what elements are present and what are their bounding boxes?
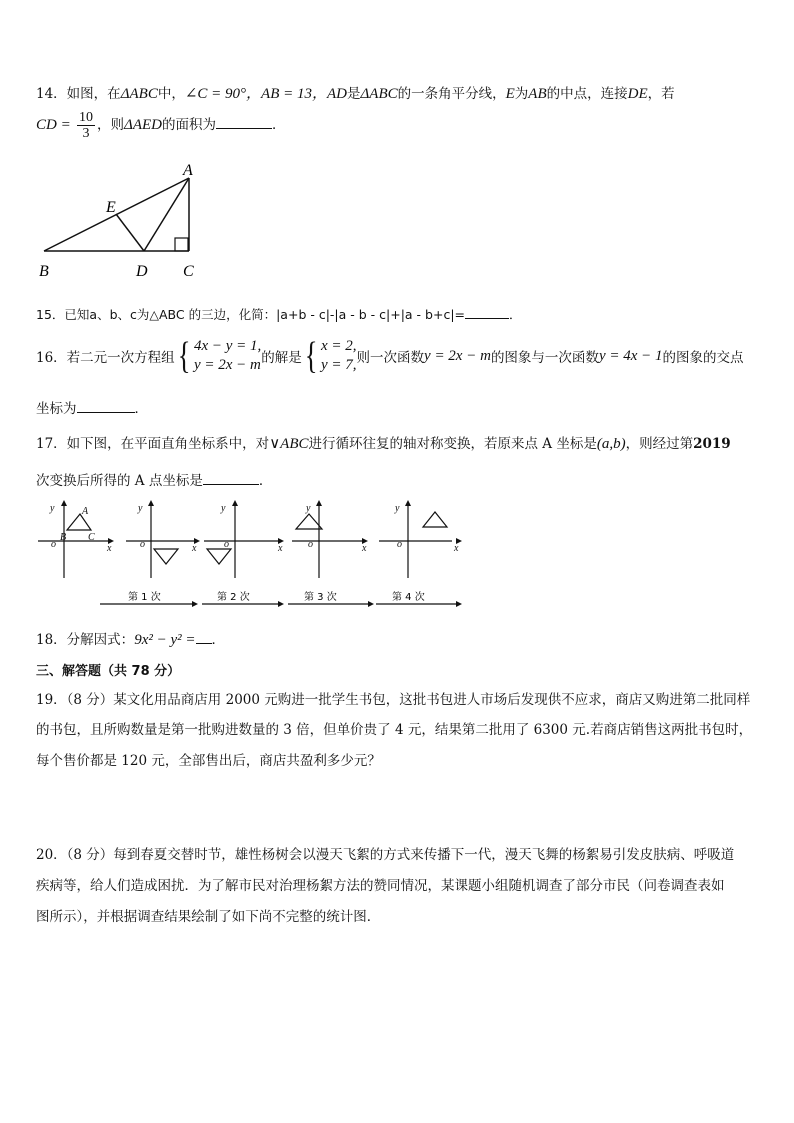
svg-text:C: C [88,532,95,543]
q16-text: 16．若二元一次方程组 [36,350,175,366]
q16-end: ． [134,401,148,417]
q17-text: 17．如下图，在平面直角坐标系中，对 [36,436,270,452]
q18-text: 18．分解因式： [36,632,135,648]
arrowhead-icon [456,601,462,607]
solution-system [302,337,357,375]
svg-text:y: y [306,503,311,514]
q16-line2 [36,397,148,417]
q17-text: 次变换后所得的 A 点坐标是 [36,473,203,489]
svg-text:x: x [362,543,367,554]
math-ad: AD [326,86,347,102]
q17-text: ，则经过第 [625,436,694,452]
y-arrow-icon [61,500,67,506]
q14-line1 [36,82,675,103]
arrowhead-icon [368,601,374,607]
answer-blank[interactable] [465,304,509,319]
math-triangle-aed: ΔAED [124,117,162,133]
svg-text:o: o [140,539,145,550]
q16-text: 的图象与一次函数 [490,350,599,366]
q14-text: ，则 [97,117,125,133]
label-d: D [136,263,148,280]
svg-text:x: x [107,543,112,554]
q14-text: ，若 [647,86,675,102]
answer-blank[interactable] [203,470,259,485]
q14-text: 中， [157,86,185,102]
fraction-numerator: 10 [79,110,94,125]
q15 [36,304,522,323]
q20-line1: 20．（8 分）每到春夏交替时节，雄性杨树会以漫天飞絮的方式来传播下一代，漫天飞舞的杨絮易引发皮肤病、呼吸道 [36,847,735,863]
y-arrow-icon [316,500,322,506]
q14-text: 是 [346,86,361,102]
triangle-step-1 [154,549,178,564]
math-ab: AB [528,86,547,102]
q14-number: 14．如图，在 [36,86,121,102]
step-label-2: 第 2 次 [217,592,250,603]
step-label-1: 第 1 次 [128,592,161,603]
right-angle-mark [175,238,188,251]
arrowhead-icon [278,601,284,607]
q18-end: ． [211,632,225,648]
q19-line3: 每个售价都是 120 元，全部售出后，商店共盈利多少元？ [36,753,381,769]
q17-line2 [36,469,272,489]
q14-line2 [36,110,285,141]
answer-blank[interactable] [216,114,272,129]
section-heading: 三、解答题（共 78 分） [36,664,181,679]
equation-2: y = 2x − m [193,357,261,373]
fraction-denominator: 3 [82,126,90,141]
q17-transform-figure [34,494,470,612]
label-a: A [183,162,193,179]
q20-line3: 图所示），并根据调查结果绘制了如下尚不完整的统计图． [36,909,381,925]
q16-text: 则一次函数 [356,350,425,366]
arrowhead-icon [192,601,198,607]
number-2019: 2019 [693,436,731,452]
q19-line1: 19．（8 分）某文化用品商店用 2000 元购进一批学生书包，这批书包进人市场后发现供不应求，商店又购进第二批同样 [36,692,751,708]
q14-text: 的中点，连接 [546,86,628,102]
q15-text: 15．已知a、b、c为△ABC 的三边，化简：|a+b - c|-|a - b - c|+|a - b+c|= [36,307,465,322]
y-arrow-icon [148,500,154,506]
svg-text:y: y [221,503,226,514]
q16-text: 的图象的交点 [662,350,744,366]
answer-blank[interactable] [196,629,212,644]
svg-text:B: B [60,532,67,543]
triangle-step-4 [423,512,447,527]
equation-system [175,337,262,375]
answer-blank[interactable] [77,398,135,413]
label-e: E [106,199,116,216]
q17-text: 进行循环往复的轴对称变换，若原来点 A 坐标是 [308,436,597,452]
y-arrow-icon [405,500,411,506]
math-cd: CD = [36,117,71,133]
math-triangle-abc: ΔABC [120,86,158,102]
math-triangle-abc: ΔABC [360,86,398,102]
q17-end: ． [258,473,273,489]
svg-text:A: A [82,506,89,517]
brace-icon: { [177,335,191,377]
function-1: y = 2x − m [424,347,491,364]
equation-1: 4x − y = 1, [193,338,262,354]
math-ab: AB = 13， [261,86,327,102]
math-de: DE [627,86,648,102]
q19-line2: 的书包，且所购数量是第一批购进数量的 3 倍，但单价贵了 4 元，结果第二批用了 6300 元.若商店销售这两批书包时， [36,722,753,738]
svg-text:y: y [138,503,143,514]
fraction-10-3 [77,110,95,141]
svg-text:y: y [50,503,55,514]
q14-text: 的面积为 [161,117,216,133]
q20-line2: 疾病等，给人们造成困扰．为了解市民对治理杨絮方法的赞同情况，某课题小组随机调查了部分市民（问卷调查表如 [36,878,725,894]
q14-text: 为 [514,86,529,102]
q14-triangle-figure [34,158,204,284]
math-expression: 9x² − y² = [134,632,196,648]
q14-end: ． [271,117,286,133]
q16-line1 [36,336,744,376]
q17-line1 [36,432,731,453]
label-b: B [39,263,49,280]
q15-end: ． [509,307,522,322]
math-triangle-abc: ∨ABC [269,436,309,452]
step-label-4: 第 4 次 [392,592,425,603]
y-arrow-icon [232,500,238,506]
svg-text:x: x [192,543,197,554]
triangle-step-3 [296,514,322,529]
segment-de [116,214,144,251]
step-label-3: 第 3 次 [304,592,337,603]
solution-x: x = 2, [321,338,357,354]
label-c: C [183,263,194,280]
function-2: y = 4x − 1 [598,347,663,364]
math-angle-c: ∠C = 90°， [184,86,262,102]
svg-text:x: x [278,543,283,554]
math-e: E [505,86,515,102]
math-coordinate: (a,b) [596,436,626,452]
svg-text:o: o [224,539,229,550]
q16-text: 坐标为 [36,401,77,417]
svg-text:o: o [308,539,313,550]
solution-y: y = 7, [321,357,357,373]
q16-text: 的解是 [261,350,302,366]
q18 [36,628,225,649]
svg-text:o: o [397,539,402,550]
svg-text:o: o [51,539,56,550]
q14-text: 的一条角平分线， [397,86,506,102]
triangle-step-2 [207,549,231,564]
brace-icon: { [304,335,318,377]
svg-text:x: x [454,543,459,554]
svg-text:y: y [395,503,400,514]
